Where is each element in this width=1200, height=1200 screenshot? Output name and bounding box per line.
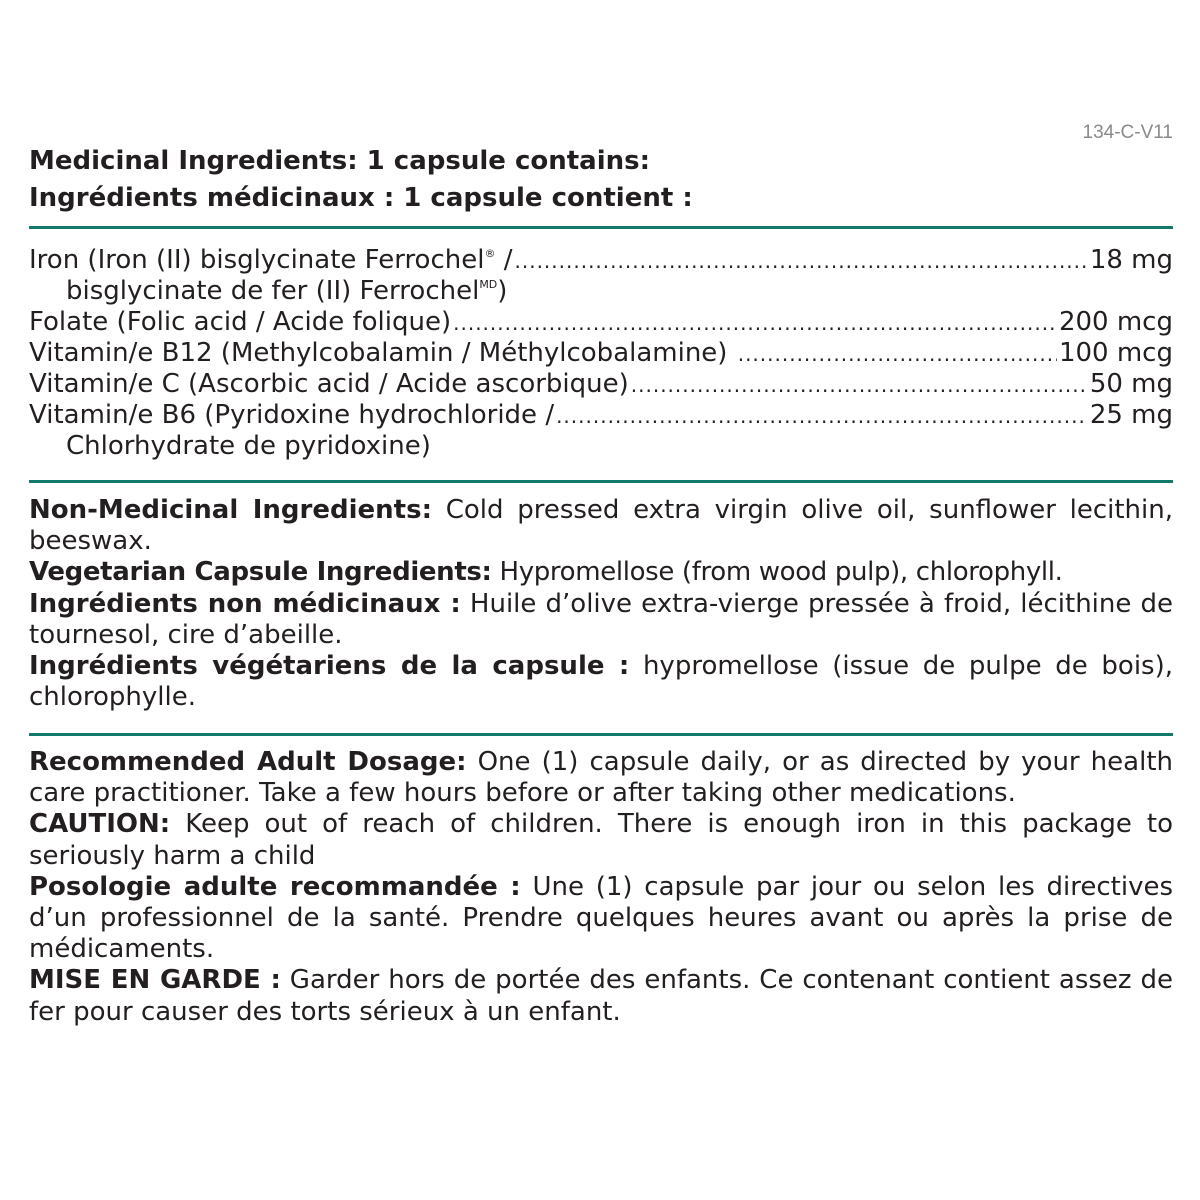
ingredient-row xyxy=(29,369,1173,400)
caution-en xyxy=(29,809,1173,871)
ingredient-name: Vitamin/e B6 (Pyridoxine hydrochloride / xyxy=(29,400,555,430)
section-divider xyxy=(29,226,1173,229)
dot-leader xyxy=(556,401,1088,432)
dot-leader xyxy=(738,339,1057,370)
caution-en-text: Keep out of reach of children. There is enough iron in this package to seriously harm a child xyxy=(29,809,1173,871)
section-divider xyxy=(29,733,1173,736)
capsule-ingredients-en-label: Vegetarian Capsule Ingredients: xyxy=(29,557,492,588)
ingredient-amount: 50 mg xyxy=(1089,369,1173,399)
ingredient-amount: 18 mg xyxy=(1089,245,1173,275)
ingredient-row xyxy=(29,338,1173,369)
dosage-section xyxy=(29,747,1173,1028)
ingredient-row xyxy=(29,245,1173,276)
medicinal-heading-fr: Ingrédients médicinaux : 1 capsule contient : xyxy=(29,183,693,213)
capsule-ingredients-fr-text: hypromellose (issue de pulpe de bois), chlorophylle. xyxy=(29,651,1173,713)
dosage-fr-label: Posologie adulte recommandée : xyxy=(29,871,521,902)
dot-leader xyxy=(631,370,1088,401)
dosage-fr xyxy=(29,872,1173,966)
dosage-fr-text: Une (1) capsule par jour ou selon les directives d’un professionnel de la santé. Prendre quelques heures avant ou après la prise de médicaments. xyxy=(29,871,1173,965)
non-medicinal-en xyxy=(29,495,1173,557)
non-medicinal-en-text: Cold pressed extra virgin olive oil, sunflower lecithin, beeswax. xyxy=(29,495,1174,557)
ingredient-name-continued: bisglycinate de fer (II) Ferrochel$^{MD}$) xyxy=(66,276,508,306)
medicinal-heading-en: Medicinal Ingredients: 1 capsule contains: xyxy=(29,146,650,176)
non-medicinal-en-label: Non-Medicinal Ingredients: xyxy=(29,495,432,525)
ingredient-amount: 100 mcg xyxy=(1058,338,1173,368)
capsule-ingredients-fr-label: Ingrédients végétariens de la capsule : xyxy=(29,651,630,682)
dot-leader xyxy=(515,246,1088,277)
caution-en-label: CAUTION: xyxy=(29,809,171,840)
ingredient-name: Iron (Iron (II) bisglycinate Ferrochel® / xyxy=(29,245,513,275)
ingredient-row xyxy=(29,307,1173,338)
caution-fr xyxy=(29,965,1173,1027)
medicinal-ingredients-list xyxy=(29,245,1173,462)
ingredient-row xyxy=(29,400,1173,431)
caution-fr-label: MISE EN GARDE : xyxy=(29,965,281,996)
ingredient-amount: 200 mcg xyxy=(1058,307,1173,337)
dot-leader xyxy=(453,308,1057,339)
ingredient-name-continued: Chlorhydrate de pyridoxine) xyxy=(66,431,431,461)
non-medicinal-fr xyxy=(29,589,1173,651)
capsule-ingredients-fr xyxy=(29,651,1173,713)
caution-fr-text: Garder hors de portée des enfants. Ce contenant contient assez de fer pour causer des torts sérieux à un enfant. xyxy=(29,965,1174,1027)
capsule-ingredients-en xyxy=(29,557,1173,588)
non-medicinal-fr-text: Huile d’olive extra-vierge pressée à froid, lécithine de tournesol, cire d’abeille. xyxy=(29,588,1173,650)
ingredient-amount: 25 mg xyxy=(1089,400,1173,430)
capsule-ingredients-en-text: Hypromellose (from wood pulp), chlorophyll. xyxy=(491,557,1063,588)
ingredient-name: Folate (Folic acid / Acide folique) xyxy=(29,307,452,337)
ingredient-name: Vitamin/e B12 (Methylcobalamin / Méthylcobalamine) xyxy=(29,338,736,368)
dosage-en-text: One (1) capsule daily, or as directed by your health care practitioner. Take a few hours before or after taking other medications. xyxy=(29,747,1173,809)
label-code: 134-C-V11 xyxy=(1082,122,1173,143)
ingredient-name: Vitamin/e C (Ascorbic acid / Acide ascorbique) xyxy=(29,369,629,399)
non-medicinal-fr-label: Ingrédients non médicinaux : xyxy=(29,588,461,619)
dosage-en xyxy=(29,747,1173,809)
dosage-en-label: Recommended Adult Dosage: xyxy=(29,747,467,777)
non-medicinal-section xyxy=(29,495,1173,713)
section-divider xyxy=(29,480,1173,483)
